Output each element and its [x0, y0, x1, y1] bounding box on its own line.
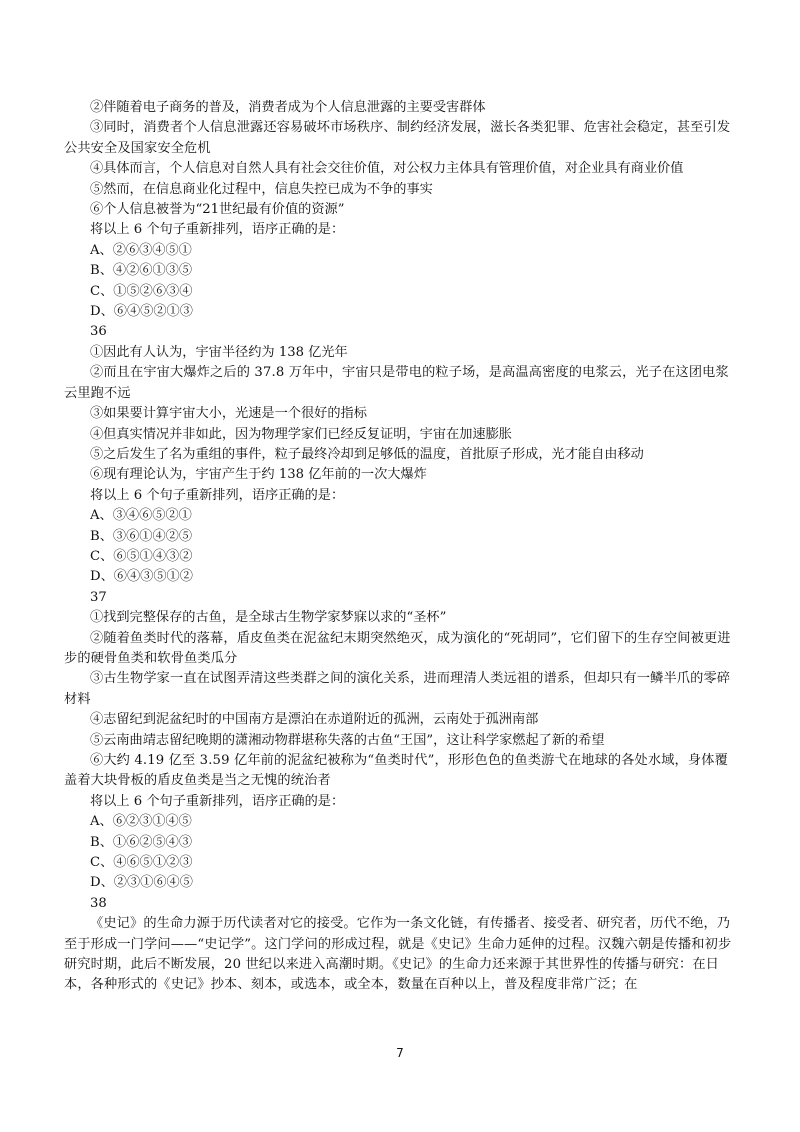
q37-sentence-5: ⑤云南曲靖志留纪晚期的潇湘动物群堪称失落的古鱼“王国”，这让科学家燃起了新的希望: [90, 732, 605, 748]
page-content: [64, 98, 740, 996]
q36-sentence-5: ⑤之后发生了名为重组的事件，粒子最终冷却到足够低的温度，首批原子形成，光才能自由移动: [90, 446, 644, 462]
page-number: 7: [396, 1046, 404, 1060]
q36-prompt: 将以上 6 个句子重新排列，语序正确的是：: [90, 487, 345, 503]
q37-sentence-1: ①找到完整保存的古鱼，是全球古生物学家梦寐以求的“圣杯”: [90, 610, 447, 626]
q37-prompt: 将以上 6 个句子重新排列，语序正确的是：: [90, 793, 345, 809]
q37-number: 37: [90, 589, 107, 605]
q36-option-c: C、⑥⑤①④③②: [90, 548, 193, 564]
q37-option-c: C、④⑥⑤①②③: [90, 855, 193, 871]
q35-sentence-6: ⑥个人信息被誉为“21世纪最有价值的资源”: [90, 202, 345, 218]
q35-option-b: B、④②⑥①③⑤: [90, 263, 193, 279]
q35-option-a: A、②⑥③④⑤①: [90, 242, 192, 258]
q36-number: 36: [90, 324, 107, 340]
q37-option-a: A、⑥②③①④⑤: [90, 814, 192, 830]
q36-option-d: D、⑥④③⑤①②: [90, 569, 193, 585]
q35-sentence-4: ④具体而言，个人信息对自然人具有社会交往价值，对公权力主体具有管理价值，对企业具有商业价值: [90, 161, 684, 177]
q37-sentence-2: ②随着鱼类时代的落幕，盾皮鱼类在泥盆纪末期突然绝灭，成为演化的“死胡同”，它们留下的生存空间被更进步的硬骨鱼类和软骨鱼类瓜分: [64, 630, 731, 666]
q37-sentence-3: ③古生物学家一直在试图弄清这些类群之间的演化关系，进而理清人类远祖的谱系，但却只有一鳞半爪的零碎材料: [64, 671, 731, 707]
q38-passage: 《史记》的生命力源于历代读者对它的接受。它作为一条文化链，有传播者、接受者、研究者，历代不绝，乃至于形成一门学问——“史记学”。这门学问的形成过程，就是《史记》生命力延伸的过程。汉魏六朝是传播和初步研究时期，此后不断发展，20 世纪以来进入高潮时期。《史记》的生命力还来源于其世界性的传播与研究：在日本，各种形式的《史记》抄本、刻本，或选本，或全本，数量在百种以上，普及程度非常广泛；在: [64, 916, 732, 993]
q35-sentence-3: ③同时，消费者个人信息泄露还容易破坏市场秩序、制约经济发展，滋长各类犯罪、危害社会稳定，甚至引发公共安全及国家安全危机: [64, 120, 731, 156]
q35-prompt: 将以上 6 个句子重新排列，语序正确的是：: [90, 222, 345, 238]
q35-option-d: D、⑥④⑤②①③: [90, 304, 193, 320]
q38-number: 38: [90, 895, 107, 911]
q36-sentence-1: ①因此有人认为，宇宙半径约为 138 亿光年: [90, 344, 348, 360]
q36-option-b: B、③⑥①④②⑤: [90, 528, 193, 544]
q36-sentence-3: ③如果要计算宇宙大小，光速是一个很好的指标: [90, 406, 367, 422]
q35-sentence-2: ②伴随着电子商务的普及，消费者成为个人信息泄露的主要受害群体: [90, 100, 486, 115]
q37-sentence-4: ④志留纪到泥盆纪时的中国南方是漂泊在赤道附近的孤洲，云南处于孤洲南部: [90, 712, 539, 728]
q37-option-b: B、①⑥②⑤④③: [90, 834, 193, 850]
q35-option-c: C、①⑤②⑥③④: [90, 283, 193, 299]
q37-sentence-6: ⑥大约 4.19 亿至 3.59 亿年前的泥盆纪被称为“鱼类时代”，形形色色的鱼类游弋在地球的各处水域，身体覆盖着大块骨板的盾皮鱼类是当之无愧的统治者: [64, 753, 728, 789]
q37-option-d: D、②③①⑥④⑤: [90, 875, 193, 891]
q36-sentence-2: ②而且在宇宙大爆炸之后的 37.8 万年中，宇宙只是带电的粒子场，是高温高密度的电浆云，光子在这团电浆云里跑不远: [64, 365, 729, 401]
q36-sentence-6: ⑥现有理论认为，宇宙产生于约 138 亿年前的一次大爆炸: [90, 467, 427, 483]
q36-option-a: A、③④⑥⑤②①: [90, 508, 192, 524]
q36-sentence-4: ④但真实情况并非如此，因为物理学家们已经反复证明，宇宙在加速膨胀: [90, 426, 512, 442]
q35-sentence-5: ⑤然而，在信息商业化过程中，信息失控已成为不争的事实: [90, 181, 433, 197]
